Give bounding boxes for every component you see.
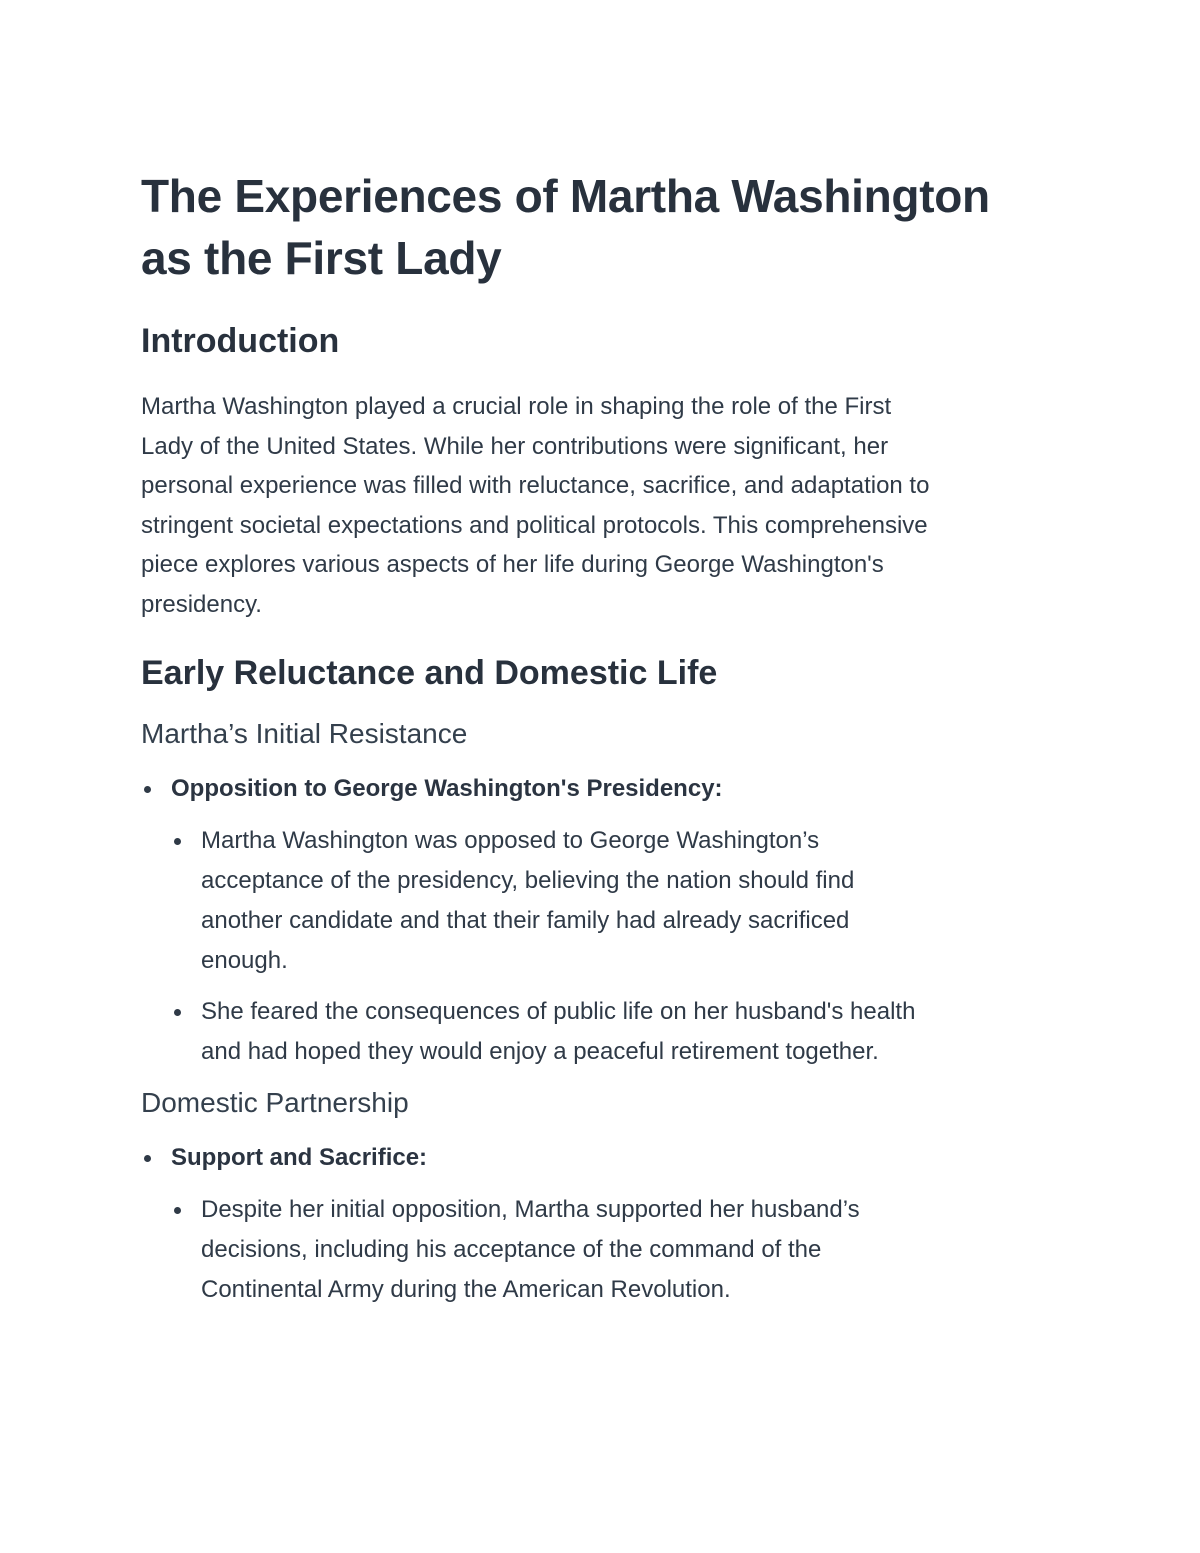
list-item-line: Continental Army during the American Revolution.: [201, 1275, 731, 1303]
nested-list: [171, 1190, 1071, 1310]
bullet-icon: [144, 786, 151, 793]
paragraph-line: presidency.: [141, 590, 262, 618]
paragraph-line: Lady of the United States. While her contributions were significant, her: [141, 432, 889, 460]
list-item-line: decisions, including his acceptance of the command of the: [201, 1235, 822, 1263]
paragraph-line: Martha Washington played a crucial role in shaping the role of the First: [141, 393, 892, 420]
paragraph-line: stringent societal expectations and political protocols. This comprehensive: [141, 511, 928, 539]
list-item-line: Despite her initial opposition, Martha supported her husband’s: [201, 1195, 860, 1223]
early-reluctance-heading: Early Reluctance and Domestic Life: [141, 653, 718, 692]
list-item-line: acceptance of the presidency, believing the nation should find: [201, 866, 855, 894]
introduction-heading: Introduction: [141, 322, 340, 360]
list-item: [141, 1138, 1071, 1310]
list-item-line: enough.: [201, 946, 288, 974]
introduction-paragraph: [141, 387, 1071, 625]
title-line: The Experiences of Martha Washington: [141, 170, 990, 222]
bullet-icon: [174, 838, 181, 845]
list-item-label: Support and Sacrifice:: [171, 1143, 428, 1171]
nested-list: [171, 821, 1071, 1072]
initial-resistance-heading: Martha’s Initial Resistance: [141, 717, 468, 749]
bullet-icon: [144, 1155, 151, 1162]
domestic-partnership-heading: Domestic Partnership: [141, 1086, 409, 1118]
list-item-line: She feared the consequences of public life on her husband's health: [201, 997, 916, 1025]
list-item: [141, 769, 1071, 1072]
bullet-icon: [174, 1207, 181, 1214]
list-item-line: another candidate and that their family had already sacrificed: [201, 906, 850, 934]
paragraph-line: personal experience was filled with reluctance, sacrifice, and adaptation to: [141, 472, 930, 500]
list-item-label: Opposition to George Washington's Presidency:: [171, 774, 723, 802]
list-item: [171, 992, 1071, 1072]
document-title: [141, 165, 1071, 289]
list-item-line: Martha Washington was opposed to George Washington’s: [201, 826, 820, 854]
initial-resistance-list: [141, 769, 1071, 1072]
list-item-line: and had hoped they would enjoy a peaceful retirement together.: [201, 1037, 879, 1065]
list-item: [171, 821, 1071, 981]
domestic-partnership-list: [141, 1138, 1071, 1310]
document-page: [141, 165, 1071, 1322]
bullet-icon: [174, 1009, 181, 1016]
title-line: as the First Lady: [141, 232, 502, 284]
paragraph-line: piece explores various aspects of her life during George Washington's: [141, 551, 884, 579]
list-item: [171, 1190, 1071, 1310]
